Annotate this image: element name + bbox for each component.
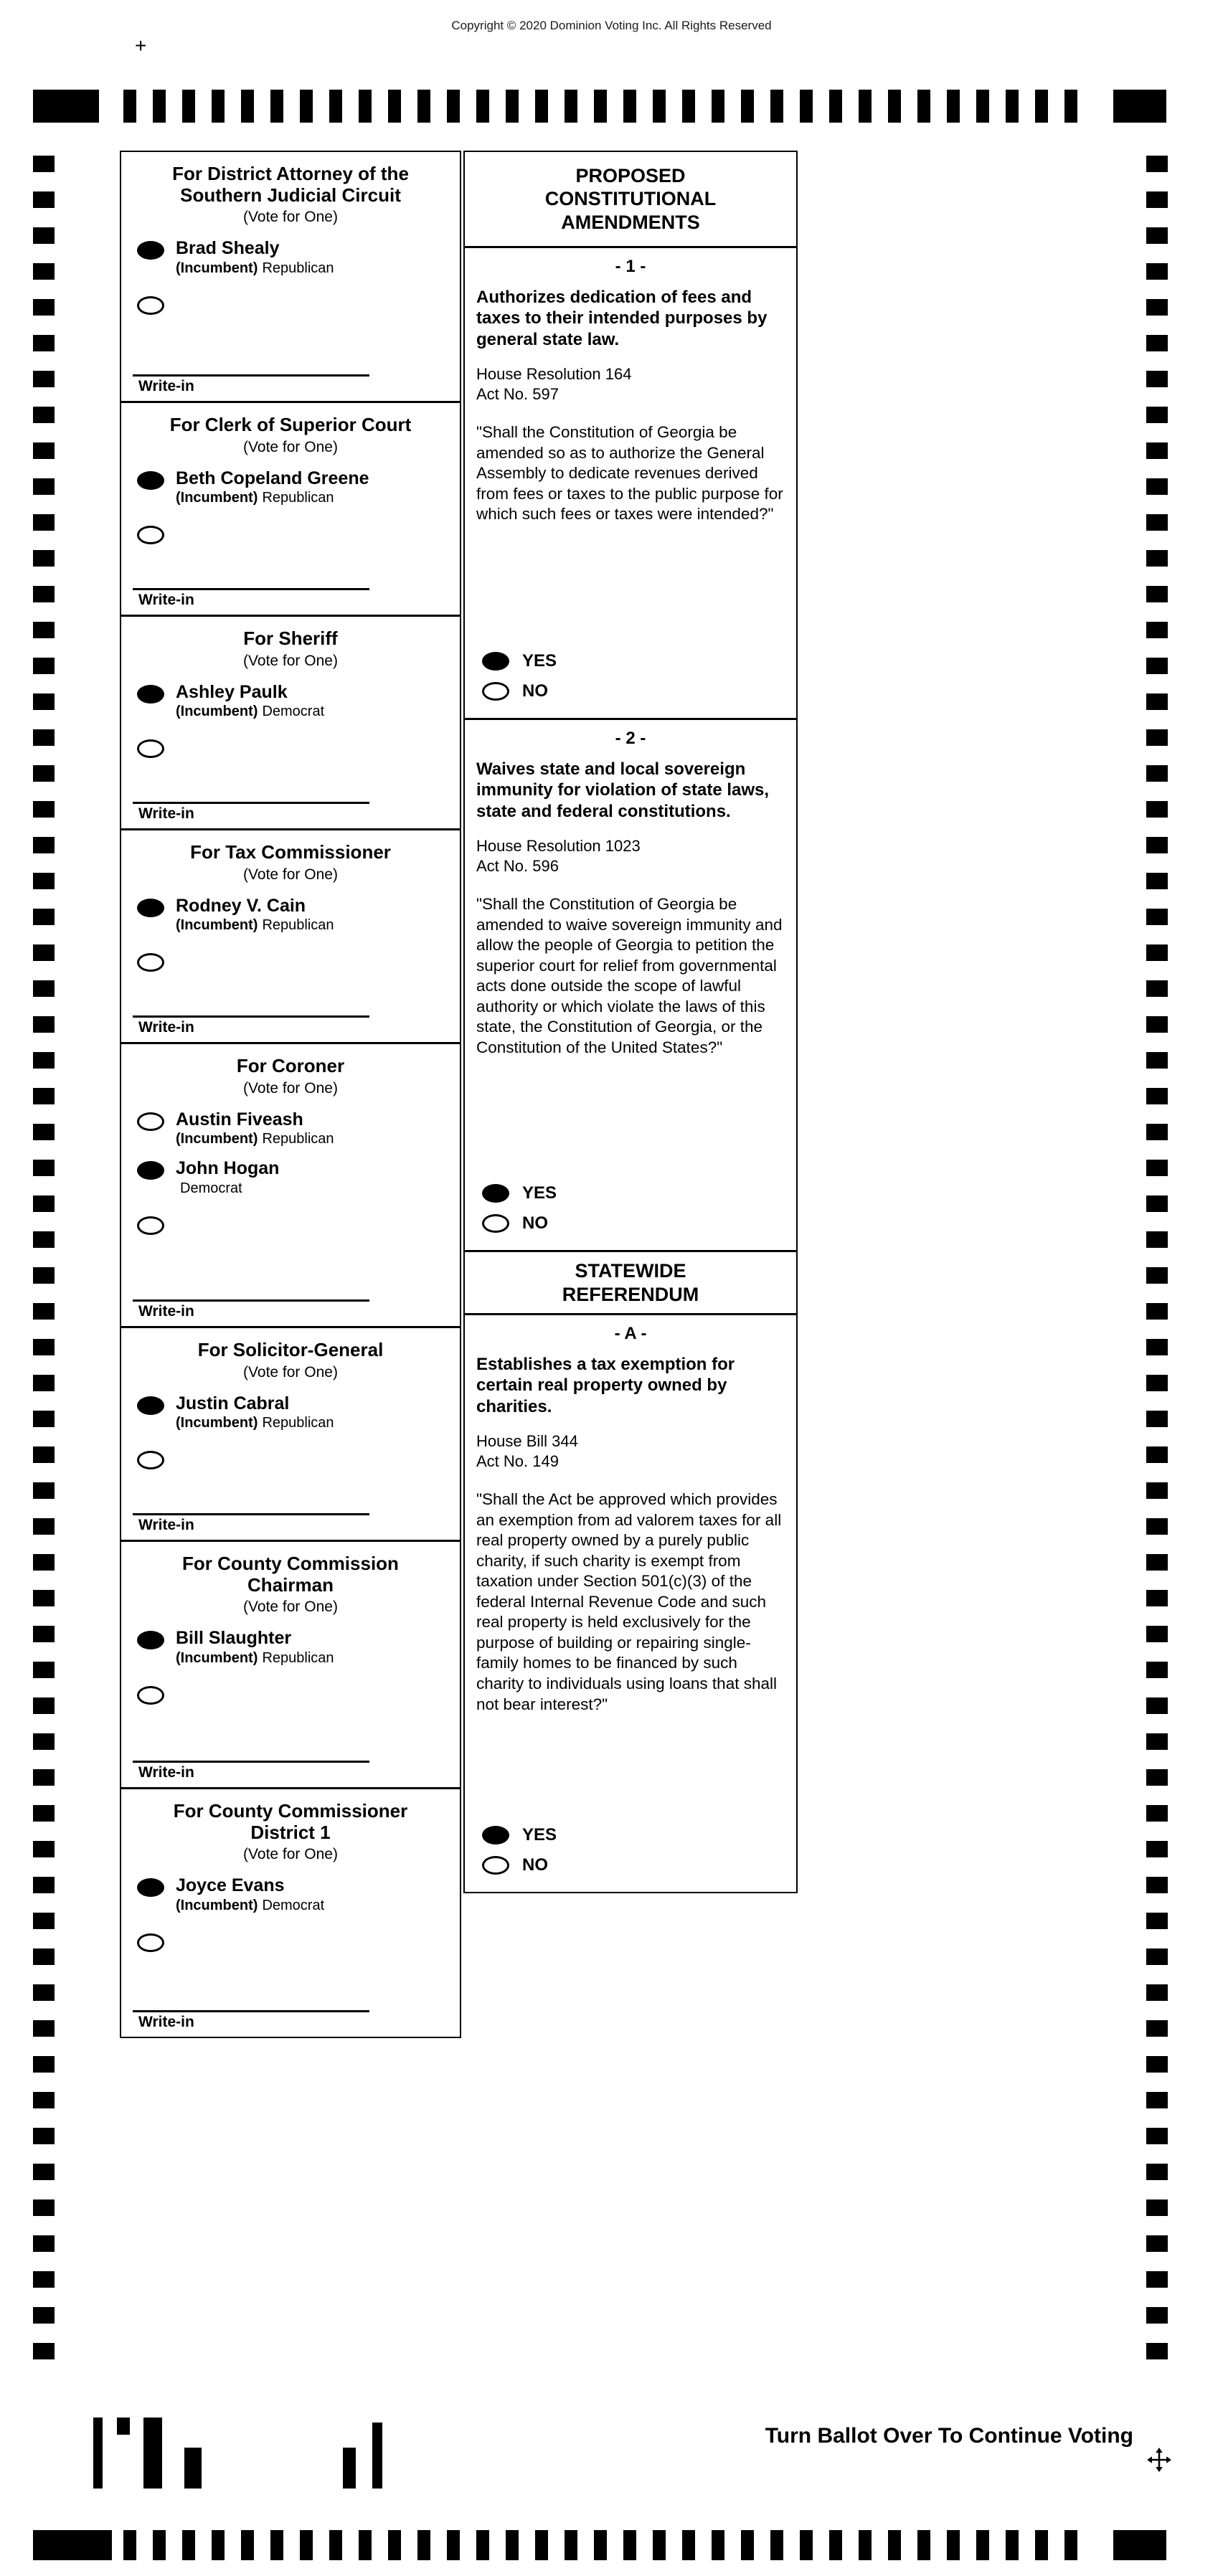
measure-references: House Resolution 1023 Act No. 596 bbox=[476, 836, 641, 876]
turn-ballot-instruction: Turn Ballot Over To Continue Voting bbox=[765, 2424, 1133, 2448]
yes-oval[interactable] bbox=[482, 1184, 509, 1203]
candidate-detail: (Incumbent) Republican bbox=[176, 260, 334, 276]
candidate-detail: (Incumbent) Democrat bbox=[176, 704, 325, 720]
write-in-label: Write-in bbox=[138, 1019, 194, 1036]
write-in-line[interactable] bbox=[133, 1513, 369, 1515]
contest-solicitor-general bbox=[121, 1328, 460, 1542]
header-line: PROPOSED bbox=[575, 164, 686, 186]
contest-sheriff bbox=[121, 617, 460, 830]
write-in-oval[interactable] bbox=[137, 739, 164, 758]
vote-oval[interactable] bbox=[137, 241, 164, 260]
yes-label: YES bbox=[522, 1183, 557, 1203]
measure-choices bbox=[476, 646, 785, 718]
copyright-text: Copyright © 2020 Dominion Voting Inc. All Rights Reserved bbox=[451, 19, 772, 32]
write-in-option bbox=[121, 938, 460, 975]
vote-oval[interactable] bbox=[137, 1112, 164, 1131]
vote-for-instruction: (Vote for One) bbox=[243, 1079, 338, 1097]
write-in-option bbox=[121, 281, 460, 318]
write-in-label: Write-in bbox=[138, 592, 194, 608]
candidate-option bbox=[121, 462, 460, 511]
measures-column bbox=[463, 151, 798, 1893]
candidate-name: Austin Fiveash bbox=[176, 1109, 303, 1130]
write-in-label: Write-in bbox=[138, 1303, 194, 1320]
write-in-option bbox=[121, 1918, 460, 1955]
candidate-detail: (Incumbent) Republican bbox=[176, 1649, 334, 1666]
timing-marks-top bbox=[123, 90, 1082, 123]
write-in-option bbox=[121, 511, 460, 547]
write-in-oval[interactable] bbox=[137, 1451, 164, 1469]
write-in-area bbox=[121, 374, 460, 401]
timing-mark-corner bbox=[1113, 90, 1166, 123]
write-in-option bbox=[121, 1671, 460, 1708]
yes-oval[interactable] bbox=[482, 652, 509, 671]
contest-district-attorney bbox=[121, 152, 460, 403]
candidate-detail: (Incumbent) Republican bbox=[176, 917, 334, 934]
write-in-oval[interactable] bbox=[137, 953, 164, 972]
candidate-option bbox=[121, 1387, 460, 1436]
vote-for-instruction: (Vote for One) bbox=[243, 1363, 338, 1381]
write-in-label: Write-in bbox=[138, 1517, 194, 1533]
yes-label: YES bbox=[522, 1825, 557, 1845]
vote-oval[interactable] bbox=[137, 685, 164, 704]
candidate-name: Rodney V. Cain bbox=[176, 895, 306, 916]
contest-title: For Sheriff bbox=[243, 628, 338, 649]
contest-county-commission-chairman bbox=[121, 1542, 460, 1789]
write-in-area bbox=[121, 1513, 460, 1540]
write-in-area bbox=[121, 1761, 460, 1787]
no-option[interactable] bbox=[476, 1850, 785, 1880]
referendum-a bbox=[465, 1315, 796, 1892]
write-in-oval[interactable] bbox=[137, 1686, 164, 1705]
yes-option[interactable] bbox=[476, 646, 785, 676]
contest-coroner bbox=[121, 1044, 460, 1328]
contest-tax-commissioner bbox=[121, 830, 460, 1044]
write-in-oval[interactable] bbox=[137, 1933, 164, 1952]
vote-for-instruction: (Vote for One) bbox=[243, 438, 338, 455]
write-in-label: Write-in bbox=[138, 805, 194, 822]
measure-summary: Establishes a tax exemption for certain real property owned by charities. bbox=[476, 1355, 735, 1416]
timing-mark-corner bbox=[33, 2530, 112, 2560]
measure-choices bbox=[476, 1820, 785, 1892]
measure-number: - 1 - bbox=[615, 257, 646, 276]
candidate-detail: (Incumbent) Republican bbox=[176, 1415, 334, 1431]
ballot-sheet-code: 45 bbox=[372, 2433, 384, 2445]
candidate-name: Ashley Paulk bbox=[176, 681, 288, 702]
no-oval[interactable] bbox=[482, 682, 509, 701]
amendments-header bbox=[465, 152, 796, 248]
vote-for-instruction: (Vote for One) bbox=[243, 652, 338, 669]
no-label: NO bbox=[522, 1855, 548, 1875]
vote-for-instruction: (Vote for One) bbox=[243, 209, 338, 226]
candidate-option bbox=[121, 1869, 460, 1918]
write-in-oval[interactable] bbox=[137, 526, 164, 544]
barcode-mark bbox=[343, 2448, 356, 2489]
yes-oval[interactable] bbox=[482, 1826, 509, 1845]
measure-text: "Shall the Act be approved which provides an exemption from ad valorem taxes for all real property owned by a purely public charity, if such charity is exempt from taxation under Section 501(c)(3) of the federal Internal Revenue Code and such real property is held exclusively for the purpose of building or repairing single-family homes to be financed by such charity to individuals using loans that shall not bear interest?" bbox=[476, 1490, 782, 1713]
contest-clerk-superior-court bbox=[121, 403, 460, 617]
vote-oval[interactable] bbox=[137, 1878, 164, 1897]
write-in-label: Write-in bbox=[138, 378, 194, 394]
vote-for-instruction: (Vote for One) bbox=[243, 1846, 338, 1863]
candidate-option bbox=[121, 1103, 460, 1152]
yes-option[interactable] bbox=[476, 1820, 785, 1850]
measure-references: House Resolution 164 Act No. 597 bbox=[476, 364, 632, 404]
write-in-line[interactable] bbox=[133, 1015, 369, 1018]
measure-references: House Bill 344 Act No. 149 bbox=[476, 1431, 578, 1471]
measure-text: "Shall the Constitution of Georgia be amended to waive sovereign immunity and allow the people of Georgia to petition the superior court for relief from governmental acts done outside the scope of lawful authority or which violate the laws of this state, the Constitution of Georgia, or the Constitution of the United States?" bbox=[476, 894, 783, 1056]
write-in-area bbox=[121, 2010, 460, 2037]
no-option[interactable] bbox=[476, 676, 785, 706]
candidate-name: John Hogan bbox=[176, 1158, 280, 1179]
header-line: CONSTITUTIONAL bbox=[544, 188, 717, 210]
candidate-option bbox=[121, 232, 460, 281]
candidate-detail: Democrat bbox=[180, 1180, 242, 1196]
registration-mark: + bbox=[135, 34, 147, 57]
timing-marks-bottom bbox=[123, 2530, 1082, 2560]
write-in-line[interactable] bbox=[133, 374, 369, 377]
timing-marks-right bbox=[1146, 156, 1168, 2368]
contest-title: For District Attorney of the Southern Judicial Circuit bbox=[172, 163, 409, 206]
timing-mark-corner bbox=[1113, 2530, 1166, 2560]
write-in-option bbox=[121, 1436, 460, 1472]
contest-county-commissioner-district-1 bbox=[121, 1789, 460, 2037]
no-oval[interactable] bbox=[482, 1214, 509, 1233]
measure-summary: Authorizes dedication of fees and taxes to their intended purposes by general state law. bbox=[476, 288, 768, 349]
candidate-option bbox=[121, 889, 460, 939]
timing-mark-corner bbox=[33, 90, 99, 123]
vote-oval[interactable] bbox=[137, 1631, 164, 1649]
contest-title: For Coroner bbox=[236, 1055, 345, 1076]
write-in-oval[interactable] bbox=[137, 1216, 164, 1235]
write-in-option bbox=[121, 724, 460, 761]
candidate-option bbox=[121, 676, 460, 725]
write-in-line[interactable] bbox=[133, 2010, 369, 2012]
vote-for-instruction: (Vote for One) bbox=[243, 1599, 338, 1616]
contest-title: For County Commission Chairman bbox=[182, 1553, 399, 1596]
vote-for-instruction: (Vote for One) bbox=[243, 866, 338, 883]
yes-label: YES bbox=[522, 651, 557, 671]
candidate-option bbox=[121, 1152, 460, 1201]
measure-number: - 2 - bbox=[615, 729, 646, 748]
write-in-line[interactable] bbox=[133, 802, 369, 804]
no-option[interactable] bbox=[476, 1208, 785, 1239]
referendum-header bbox=[465, 1252, 796, 1315]
vote-oval[interactable] bbox=[137, 471, 164, 490]
timing-marks-left bbox=[33, 156, 55, 2368]
no-oval[interactable] bbox=[482, 1856, 509, 1875]
write-in-area bbox=[121, 802, 460, 828]
write-in-area bbox=[121, 588, 460, 615]
candidate-name: Bill Slaughter bbox=[176, 1628, 292, 1649]
candidate-name: Beth Copeland Greene bbox=[176, 468, 369, 488]
candidate-name: Brad Shealy bbox=[176, 238, 280, 259]
write-in-oval[interactable] bbox=[137, 296, 164, 315]
vote-oval[interactable] bbox=[137, 1161, 164, 1180]
vote-oval[interactable] bbox=[137, 1396, 164, 1415]
write-in-area bbox=[121, 1015, 460, 1042]
candidate-name: Justin Cabral bbox=[176, 1393, 290, 1414]
write-in-label: Write-in bbox=[138, 2014, 194, 2030]
candidate-name: Joyce Evans bbox=[176, 1875, 285, 1896]
yes-option[interactable] bbox=[476, 1178, 785, 1208]
barcode-mark bbox=[184, 2448, 202, 2489]
amendment-1 bbox=[465, 248, 796, 720]
contest-title: For Tax Commissioner bbox=[190, 841, 391, 863]
measure-text: "Shall the Constitution of Georgia be amended so as to authorize the General Assembly to dedicate revenues derived from fees or taxes to the public purpose for which such fees or taxes were intended?" bbox=[476, 422, 783, 524]
candidate-detail: (Incumbent) Republican bbox=[176, 1131, 334, 1147]
header-line: STATEWIDE bbox=[575, 1260, 686, 1282]
measure-number: - A - bbox=[614, 1324, 647, 1343]
write-in-label: Write-in bbox=[138, 1764, 194, 1781]
measure-choices bbox=[476, 1178, 785, 1250]
write-in-area bbox=[121, 1299, 460, 1326]
measure-summary: Waives state and local sovereign immunity for violation of state laws, state and federal constitutions. bbox=[476, 759, 770, 821]
vote-oval[interactable] bbox=[137, 899, 164, 917]
candidate-detail: (Incumbent) Republican bbox=[176, 490, 334, 506]
no-label: NO bbox=[522, 681, 548, 701]
contest-title: For County Commissioner District 1 bbox=[173, 1800, 408, 1843]
contest-title: For Solicitor-General bbox=[197, 1339, 384, 1360]
write-in-line[interactable] bbox=[133, 1299, 369, 1302]
write-in-line[interactable] bbox=[133, 588, 369, 590]
no-label: NO bbox=[522, 1213, 548, 1233]
write-in-line[interactable] bbox=[133, 1761, 369, 1763]
header-line: AMENDMENTS bbox=[561, 211, 700, 233]
contest-title: For Clerk of Superior Court bbox=[169, 414, 412, 435]
contests-column bbox=[120, 151, 461, 2038]
candidate-option bbox=[121, 1621, 460, 1671]
write-in-option bbox=[121, 1201, 460, 1238]
header-line: REFERENDUM bbox=[562, 1283, 699, 1305]
candidate-detail: (Incumbent) Democrat bbox=[176, 1897, 325, 1913]
amendment-2 bbox=[465, 720, 796, 1252]
four-way-arrow-icon bbox=[1146, 2447, 1172, 2476]
